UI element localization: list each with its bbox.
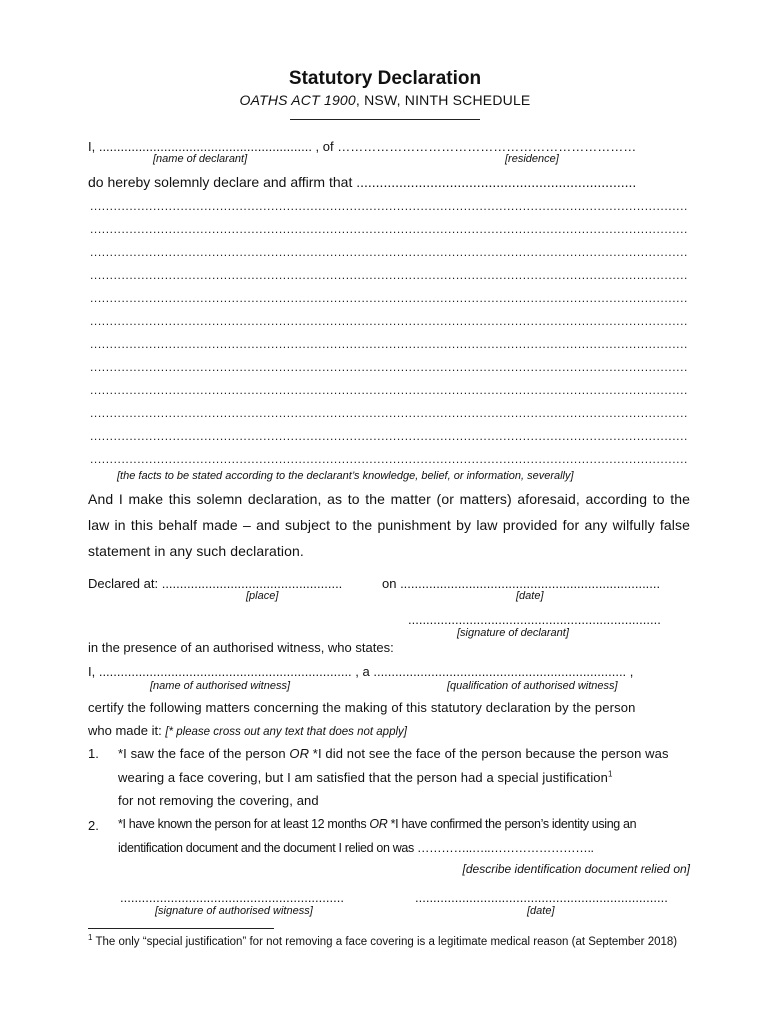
date-caption: [date] [516,590,544,602]
cross-out-note: [* please cross out any text that does not apply] [165,726,407,738]
affirm-line[interactable]: do hereby solemnly declare and affirm that ........................................................................ [88,174,637,190]
facts-line[interactable] [90,221,688,237]
item-text: *I have confirmed the person’s identity using an identification document and the document I relied on was …………..…..…………………….. [118,817,637,855]
act-jurisdiction: , NSW, NINTH SCHEDULE [355,92,531,108]
declarant-signature-caption: [signature of declarant] [457,627,569,639]
facts-line[interactable] [90,244,688,260]
item-text: *I have known the person for at least 12 months [118,817,370,831]
solemn-declaration-paragraph: And I make this solemn declaration, as to the matter (or matters) aforesaid, according to the law in this behalf made – and subject to the punishment by law provided for any wilfully false statement in any such declaration. [88,491,690,559]
footnote-text: The only “special justification” for not removing a face covering is a legitimate medical reason (at September 2018) [92,936,678,948]
item-number: 2. [88,818,99,833]
who-made-text [88,723,407,738]
facts-line[interactable] [90,267,688,283]
witness-signature-line[interactable]: .............................................................. [120,890,344,905]
declarant-name-caption: [name of declarant] [153,153,248,165]
facts-line[interactable] [90,313,688,329]
item-or: OR [289,746,310,761]
footnote [88,934,688,950]
witness-date-line[interactable]: ...................................................................... [415,890,668,905]
facts-line[interactable] [90,359,688,375]
item-or: OR [369,817,388,831]
witness-qualification-caption: [qualification of authorised witness] [447,680,618,692]
who-made-label: who made it: [88,723,166,738]
id-document-caption: [describe identification document relied on] [462,862,690,876]
form-title: Statutory Declaration [288,68,482,89]
witness-date-caption: [date] [527,905,555,917]
witness-presence-text: in the presence of an authorised witness, who states: [88,640,394,655]
declared-on-line[interactable]: on ........................................................................ [382,576,661,591]
declared-at-line[interactable]: Declared at: .................................................. [88,576,343,591]
place-caption: [place] [246,590,279,602]
facts-caption: [the facts to be stated according to the declarant’s knowledge, belief, or information, severally] [117,470,574,482]
item-text: for not removing the covering, and [118,793,319,808]
item-text: *I did not see the face of the person because the person was wearing a face covering, but I am satisfied that the person had a special justification [118,746,669,785]
facts-line[interactable] [90,428,688,444]
facts-line[interactable] [90,451,688,467]
form-subtitle [0,92,770,108]
witness-signature-caption: [signature of authorised witness] [155,905,313,917]
declarant-line[interactable]: I, ........................................................... , of …………………………………………………………… [88,139,637,154]
facts-line[interactable] [90,336,688,352]
facts-line[interactable] [90,290,688,306]
item-text: *I saw the face of the person [118,746,290,761]
facts-line[interactable] [90,198,688,214]
witness-name-caption: [name of authorised witness] [150,680,291,692]
footnote-divider [88,928,274,929]
footnote-ref: 1 [607,769,613,779]
declarant-signature-line[interactable]: ...................................................................... [408,612,661,627]
face-seen-item[interactable] [118,742,690,813]
residence-caption: [residence] [505,153,559,165]
facts-line[interactable] [90,405,688,421]
witness-line[interactable]: I, ...................................................................... , a ...................................................................... , [88,664,634,679]
identity-item[interactable] [118,813,690,860]
facts-line[interactable] [90,382,688,398]
act-name: OATHS ACT 1900 [239,92,356,108]
footnote-marker: 1 [88,933,93,943]
item-number: 1. [88,746,99,761]
certify-text: certify the following matters concerning the making of this statutory declaration by the person [88,700,636,715]
title-divider [290,119,480,120]
